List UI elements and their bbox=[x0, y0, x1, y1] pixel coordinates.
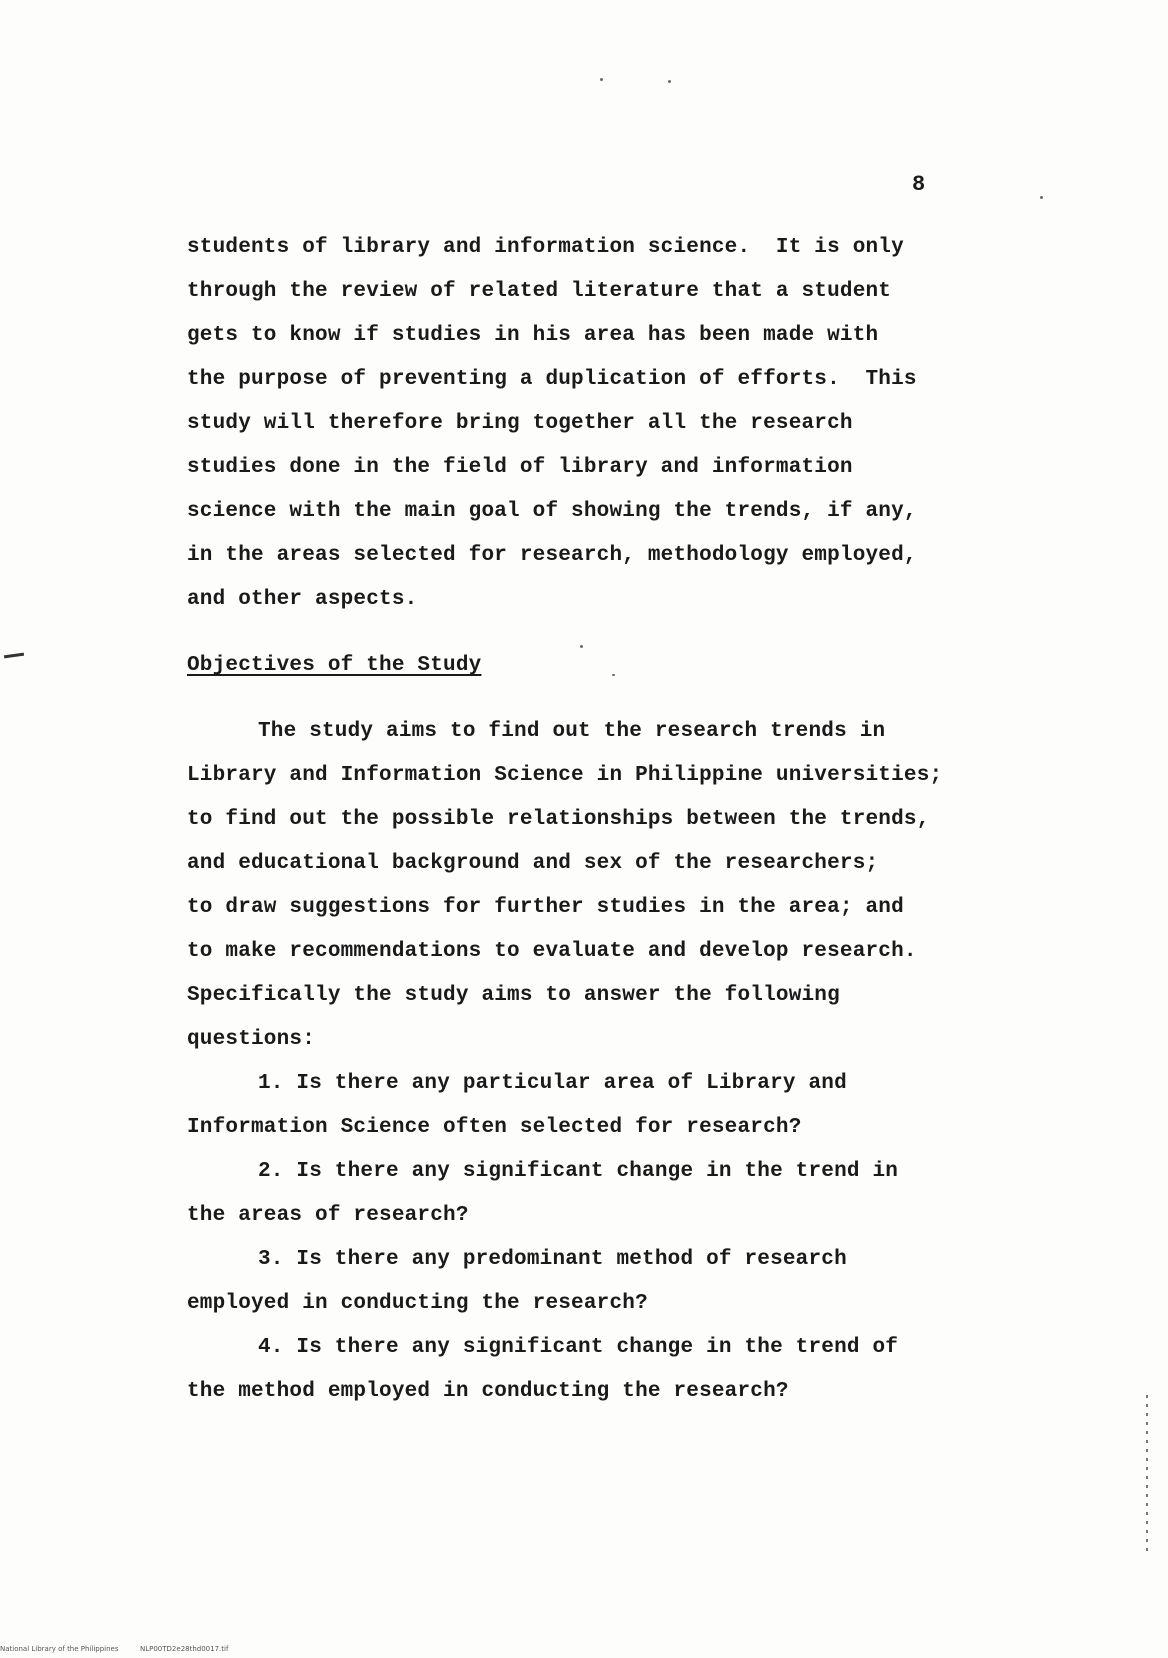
scan-edge-dots bbox=[1146, 1395, 1148, 1555]
paragraph-line: the purpose of preventing a duplication of efforts. This bbox=[187, 368, 917, 391]
paragraph-line: students of library and information science. It is only bbox=[187, 236, 904, 259]
footer-code: NLP00TD2e28thd0017.tif bbox=[140, 1645, 229, 1653]
question-line: 1. Is there any particular area of Library and bbox=[258, 1072, 847, 1095]
question-line: employed in conducting the research? bbox=[187, 1292, 648, 1315]
scan-speck bbox=[580, 645, 583, 648]
objectives-line: to make recommendations to evaluate and develop research. bbox=[187, 940, 917, 963]
objectives-line: Specifically the study aims to answer the following bbox=[187, 984, 840, 1007]
scan-mark bbox=[4, 653, 24, 659]
question-line: 3. Is there any predominant method of research bbox=[258, 1248, 847, 1271]
objectives-line: Library and Information Science in Philippine universities; bbox=[187, 764, 943, 787]
scan-speck bbox=[668, 80, 671, 83]
question-line: 2. Is there any significant change in the trend in bbox=[258, 1160, 899, 1183]
section-heading: Objectives of the Study bbox=[187, 654, 482, 677]
objectives-line: questions: bbox=[187, 1028, 316, 1051]
paragraph-line: in the areas selected for research, methodology employed, bbox=[187, 544, 917, 567]
objectives-line: to find out the possible relationships between the trends, bbox=[187, 808, 930, 831]
paragraph-line: and other aspects. bbox=[187, 588, 418, 611]
scan-speck bbox=[1040, 196, 1043, 199]
page-number: 8 bbox=[912, 172, 926, 197]
scan-speck bbox=[612, 674, 615, 676]
question-line: Information Science often selected for research? bbox=[187, 1116, 802, 1139]
paragraph-line: study will therefore bring together all the research bbox=[187, 412, 853, 435]
question-line: 4. Is there any significant change in the trend of bbox=[258, 1336, 899, 1359]
question-line: the method employed in conducting the research? bbox=[187, 1380, 789, 1403]
paragraph-line: gets to know if studies in his area has been made with bbox=[187, 324, 879, 347]
paragraph-line: through the review of related literature that a student bbox=[187, 280, 892, 303]
scan-speck bbox=[600, 78, 603, 81]
footer-source: National Library of the Philippines bbox=[0, 1645, 119, 1653]
paragraph-line: science with the main goal of showing the trends, if any, bbox=[187, 500, 917, 523]
paragraph-line: studies done in the field of library and information bbox=[187, 456, 853, 479]
objectives-line: and educational background and sex of the researchers; bbox=[187, 852, 879, 875]
objectives-line: The study aims to find out the research trends in bbox=[258, 720, 886, 743]
objectives-line: to draw suggestions for further studies in the area; and bbox=[187, 896, 904, 919]
question-line: the areas of research? bbox=[187, 1204, 469, 1227]
